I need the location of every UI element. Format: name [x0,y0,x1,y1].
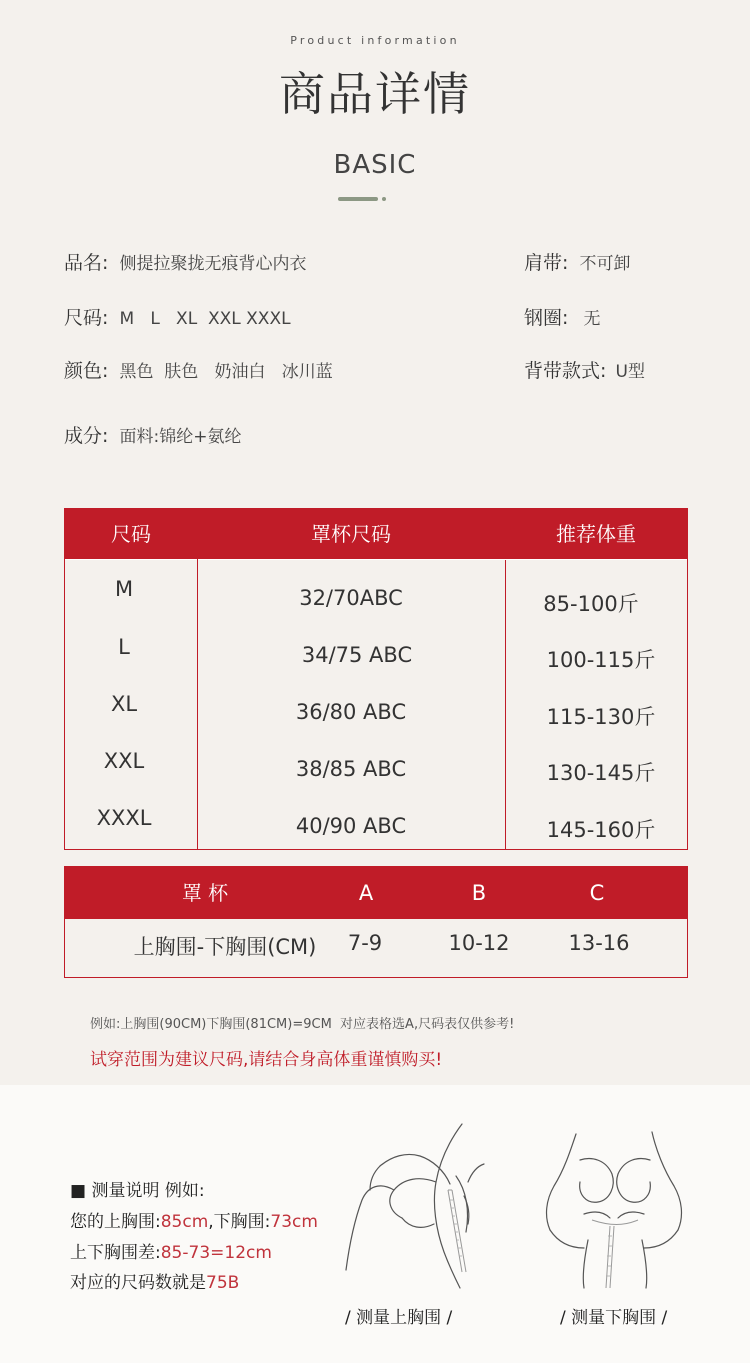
column-divider-cap [197,559,198,561]
divider-bar [338,197,378,201]
measure-line-3-prefix: 对应的尺码数就是 [70,1273,206,1293]
table-cell-cup: 34/75 ABC [301,643,413,667]
table-cell-cup: 40/90 ABC [295,814,407,838]
table-cell-size: XXL [103,749,145,773]
table-cell-weight: 115-130斤 [546,705,656,729]
info-strap [524,248,631,275]
info-strap-value: 不可卸 [579,254,631,274]
measure-heading: ■ 测量说明 例如: [70,1181,205,1201]
info-back [524,356,645,383]
info-back-value: U型 [615,362,645,382]
warning-note: 试穿范围为建议尺码,请结合身高体重谨慎购买! [90,1050,443,1070]
table-cell-cup: 36/80 ABC [295,700,407,724]
measure-line-3 [70,1268,239,1293]
caption-upper-bust: / 测量上胸围 / [345,1308,453,1328]
info-color-value: 黑色 肤色 奶油白 冰川蓝 [119,362,333,382]
measure-diff-value: 85-73=12cm [160,1243,272,1263]
measure-line-1-prefix: 您的上胸围: [70,1212,161,1232]
table-cell-weight: 145-160斤 [546,818,656,842]
info-back-label: 背带款式: [524,360,607,382]
cup-range-b: 10-12 [448,931,510,955]
info-size-label: 尺码: [64,307,109,329]
info-underwire-value: 无 [583,309,601,329]
cup-header-a: A [358,881,374,905]
page-title: 商品详情 [279,67,471,121]
info-underwire-label: 钢圈: [524,307,569,329]
header-underline [65,559,687,560]
upper-bust-illustration [340,1120,500,1290]
info-material-value: 面料:锦纶+氨纶 [119,427,242,447]
cup-range-a: 7-9 [347,931,383,955]
info-size [64,303,291,330]
caption-lower-bust: / 测量下胸围 / [560,1308,668,1328]
info-name [64,248,307,275]
measure-line-1 [70,1207,318,1232]
lower-bust-illustration [540,1130,690,1290]
cup-row-label: 上胸围-下胸围(CM) [133,935,317,959]
info-underwire [524,303,601,330]
info-strap-label: 肩带: [524,252,569,274]
info-name-label: 品名: [64,252,109,274]
table-cell-weight: 100-115斤 [546,648,656,672]
info-name-value: 侧提拉聚拢无痕背心内衣 [119,254,307,274]
info-material-label: 成分: [64,425,109,447]
measure-lower-value: 73cm [270,1212,318,1232]
section-heading: BASIC [333,150,417,180]
table-cell-cup: 32/70ABC [299,586,403,610]
table-cell-weight: 130-145斤 [546,761,656,785]
measure-line-2 [70,1238,272,1263]
table-cell-weight: 85-100斤 [543,592,639,616]
example-note: 例如:上胸围(90CM)下胸围(81CM)=9CM 对应表格选A,尺码表仅供参考! [90,1017,515,1032]
measure-line-1-mid: ,下胸围: [208,1212,271,1232]
measure-upper-value: 85cm [160,1212,209,1232]
table-cell-cup: 38/85 ABC [295,757,407,781]
cup-header-label: 罩 杯 [181,881,229,905]
size-table-header-cup: 罩杯尺码 [311,522,391,546]
divider-dot [382,197,386,201]
measure-line-2-prefix: 上下胸围差: [70,1243,161,1263]
info-size-value: M L XL XXL XXXL [119,309,291,329]
measure-size-value: 75B [206,1273,240,1293]
info-color-label: 颜色: [64,360,109,382]
product-info-subtitle: Product information [290,34,460,47]
size-table-header-size: 尺码 [111,522,151,546]
table-cell-size: M [114,577,134,601]
cup-header-c: C [589,881,605,905]
info-color [64,356,333,383]
cup-header-b: B [471,881,487,905]
table-cell-size: XL [110,692,138,716]
info-material [64,421,241,448]
table-cell-size: L [118,635,130,659]
table-cell-size: XXXL [96,806,152,830]
cup-range-c: 13-16 [568,931,630,955]
size-table [64,508,688,850]
size-table-header-weight: 推荐体重 [556,522,636,546]
cup-table [64,866,688,978]
